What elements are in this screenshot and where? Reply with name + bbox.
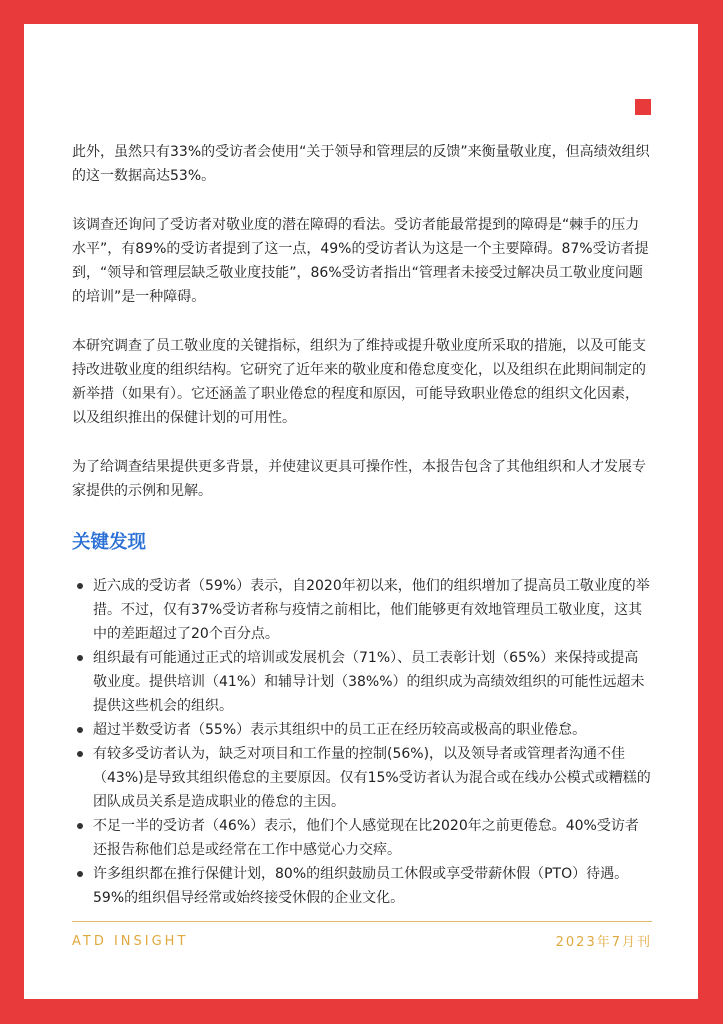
footer-divider	[72, 921, 652, 922]
list-item	[72, 646, 652, 718]
list-item-text: 不足一半的受访者（46%）表示，他们个人感觉现在比2020年之前更倦怠。40%受访者还报告称他们总是或经常在工作中感觉心力交瘁。	[93, 818, 639, 858]
list-item-text: 超过半数受访者（55%）表示其组织中的员工正在经历较高或极高的职业倦怠。	[93, 722, 587, 738]
list-item-text: 组织最有可能通过正式的培训或发展机会（71%）、员工表彰计划（65%）来保持或提高敬业度。提供培训（41%）和辅导计划（38%%）的组织成为高绩效组织的可能性远超未提供这些机会的组织。	[93, 650, 645, 714]
body-content	[72, 140, 652, 910]
list-item	[72, 718, 652, 742]
bullet-icon	[77, 727, 83, 733]
paragraph-1: 此外，虽然只有33%的受访者会使用“关于领导和管理层的反馈”来衡量敬业度，但高绩效组织的这一数据高达53%。	[72, 144, 650, 184]
footer-issue-date: 2023年7月刊	[555, 935, 652, 950]
list-item-text: 近六成的受访者（59%）表示，自2020年初以来，他们的组织增加了提高员工敬业度的举措。不过，仅有37%受访者称与疫情之前相比，他们能够更有效地管理员工敬业度，这其中的差距超过了20个百分点。	[93, 578, 650, 642]
footer-publication-name: ATD INSIGHT	[72, 934, 189, 949]
list-item-text: 许多组织都在推行保健计划，80%的组织鼓励员工休假或享受带薪休假（PTO）待遇。59%的组织倡导经常或始终接受休假的企业文化。	[93, 866, 629, 906]
list-item-text: 有较多受访者认为，缺乏对项目和工作量的控制(56%)，以及领导者或管理者沟通不佳（43%)是导致其组织倦怠的主要原因。仅有15%受访者认为混合或在线办公模式或糟糕的团队成员关系是造成职业的倦怠的主因。	[93, 746, 651, 810]
bullet-icon	[77, 823, 83, 829]
bullet-icon	[77, 871, 83, 877]
paragraph-3: 本研究调查了员工敬业度的关键指标，组织为了维持或提升敬业度所采取的措施，以及可能支持改进敬业度的组织结构。它研究了近年来的敬业度和倦怠度变化，以及组织在此期间制定的新举措（如果有）。它还涵盖了职业倦怠的程度和原因，可能导致职业倦怠的组织文化因素，以及组织推出的保健计划的可用性。	[72, 338, 646, 426]
key-findings-list	[72, 574, 652, 910]
list-item	[72, 574, 652, 646]
paragraph-2: 该调查还询问了受访者对敬业度的潜在障碍的看法。受访者能最常提到的障碍是“棘手的压力水平”，有89%的受访者提到了这一点，49%的受访者认为这是一个主要障碍。87%受访者提到，“领导和管理层缺乏敬业度技能”，86%受访者指出“管理者未接受过解决员工敬业度问题的培训”是一种障碍。	[72, 217, 649, 305]
bullet-icon	[77, 751, 83, 757]
list-item	[72, 814, 652, 862]
bullet-icon	[77, 583, 83, 589]
page	[24, 24, 698, 999]
section-title-key-findings: 关键发现	[72, 532, 147, 553]
paragraph-4: 为了给调查结果提供更多背景，并使建议更具可操作性，本报告包含了其他组织和人才发展专家提供的示例和见解。	[72, 459, 646, 499]
corner-square-mark	[635, 99, 651, 115]
list-item	[72, 742, 652, 814]
list-item	[72, 862, 652, 910]
bullet-icon	[77, 655, 83, 661]
